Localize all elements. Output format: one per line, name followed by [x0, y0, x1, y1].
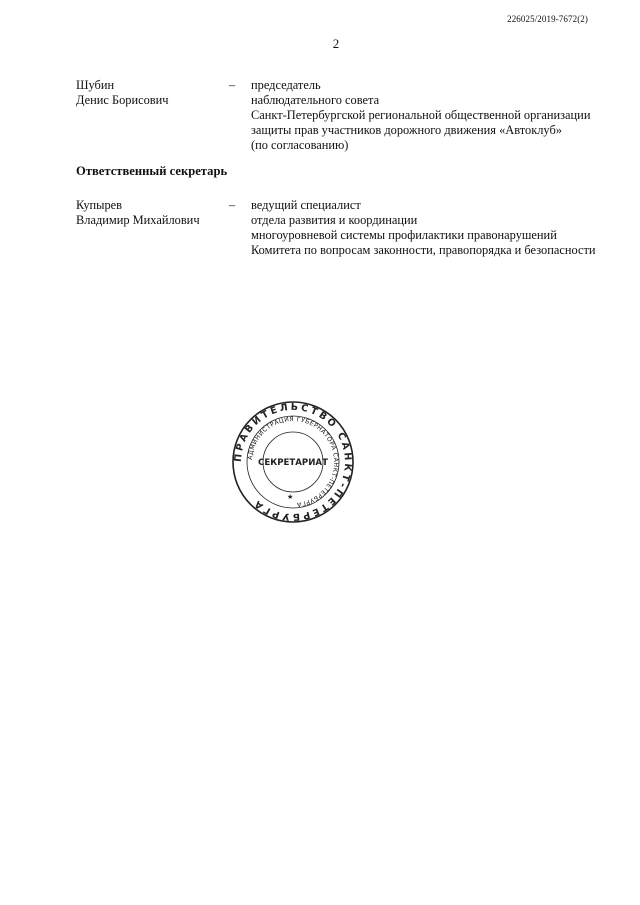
- stamp-graphic: [231, 400, 355, 524]
- star-icon: ★: [287, 493, 294, 501]
- document-number: 226025/2019-7672(2): [507, 14, 588, 24]
- role-line: защиты прав участников дорожного движения «Автоклуб»: [251, 123, 562, 137]
- section-heading-secretary: Ответственный секретарь: [76, 164, 228, 178]
- member-surname: Шубин: [76, 78, 115, 92]
- role-line: многоуровневой системы профилактики правонарушений: [251, 228, 557, 242]
- member-role: [251, 78, 596, 153]
- role-line: наблюдательного совета: [251, 93, 380, 107]
- official-stamp: [231, 400, 355, 524]
- secretary-surname: Купырев: [76, 198, 123, 212]
- secretary-given-names: Владимир Михайлович: [76, 213, 200, 227]
- secretary-name: [76, 198, 226, 228]
- role-line: (по согласованию): [251, 138, 349, 152]
- role-line: Санкт-Петербургской региональной общественной организации: [251, 108, 591, 122]
- stamp-center-text: СЕКРЕТАРИАТ: [258, 458, 328, 468]
- secretary-role: [251, 198, 596, 258]
- member-given-names: Денис Борисович: [76, 93, 169, 107]
- name-role-dash: –: [229, 198, 236, 212]
- member-name: [76, 78, 226, 108]
- stamp-inner-text: АДМИНИСТРАЦИЯ ГУБЕРНАТОРА САНКТ-ПЕТЕРБУРГА: [247, 415, 340, 508]
- name-role-dash: –: [229, 78, 236, 92]
- role-line: ведущий специалист: [251, 198, 361, 212]
- role-line: Комитета по вопросам законности, правопорядка и безопасности: [251, 243, 596, 257]
- role-line: председатель: [251, 78, 321, 92]
- stamp-outer-text: ПРАВИТЕЛЬСТВО САНКТ-ПЕТЕРБУРГА: [232, 401, 354, 523]
- role-line: отдела развития и координации: [251, 213, 418, 227]
- page-number: 2: [332, 36, 340, 51]
